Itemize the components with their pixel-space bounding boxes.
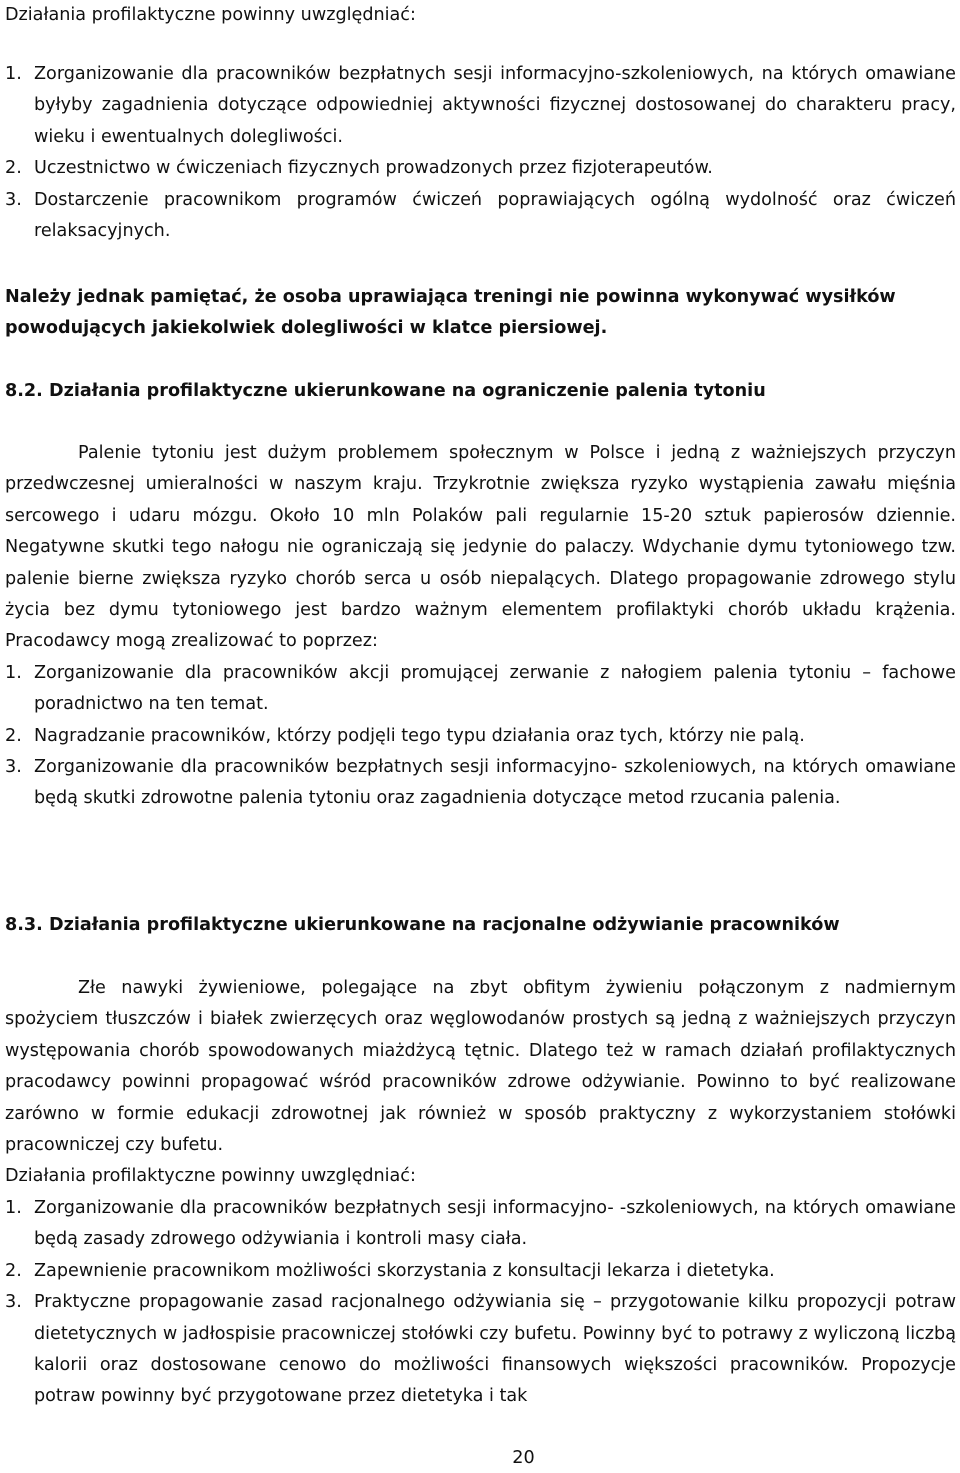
list-item-number: 2. — [5, 1260, 22, 1281]
list-item-text: Praktyczne propagowanie zasad racjonalnego odżywiania się – przygotowanie kilku propozycji potraw dietetycznych w jadłospisie pracowniczej stołówki czy bufetu. Powinny być to potrawy z wyliczoną liczbą kalorii oraz dostosowane cenowo do możliwości finansowych większości pracowników. Propozycje potraw powinny być przygotowane przez dietetyka i tak — [34, 1292, 956, 1407]
list-item-text: Dostarczenie pracownikom programów ćwiczeń poprawiających ogólną wydolność oraz ćwiczeń relaksacyjnych. — [34, 189, 956, 242]
intro-heading-block — [5, 0, 956, 31]
intro-heading: Działania profilaktyczne powinny uwzględniać: — [5, 5, 416, 25]
list-item-text: Zorganizowanie dla pracowników akcji promującej zerwanie z nałogiem palenia tytoniu – fachowe poradnictwo na ten temat. — [34, 662, 956, 715]
list-item-number: 1. — [5, 1198, 22, 1218]
list-item — [5, 153, 956, 184]
list-item-number: 2. — [5, 158, 22, 179]
list-item — [5, 1256, 956, 1287]
section-heading: 8.3. Działania profilaktyczne ukierunkowane na racjonalne odżywianie pracowników — [5, 915, 840, 935]
nutrition-list — [5, 1193, 956, 1413]
section-8-3-body — [5, 973, 956, 1193]
list-item — [5, 721, 956, 752]
list-item-text: Zorganizowanie dla pracowników bezpłatnych sesji informacyjno-szkoleniowych, na których omawiane byłyby zagadnienia dotyczące odpowiedniej aktywności fizycznej dostosowanej do charakteru pracy, wieku i ewentualnych dolegliwości. — [34, 64, 956, 147]
page-number: 20 — [512, 1448, 535, 1468]
section-paragraph: Palenie tytoniu jest dużym problemem społecznym w Polsce i jedną z ważniejszych przyczyn przedwczesnej umieralności w naszym kraju. Trzykrotnie zwiększa ryzyko wystąpienia zawału mięśnia sercowego i udaru mózgu. Około 10 mln Polaków pali regularnie 15-20 sztuk papierosów dziennie. Negatywne skutki tego nałogu nie ograniczają się jedynie do palaczy. Wdychanie dymu tytoniowego tzw. palenie bierne zwiększa ryzyko chorób serca u osób niepalących. Dlatego propagowanie zdrowego stylu życia bez dymu tytoniowego jest bardzo ważnym elementem profilaktyki chorób układu krążenia. Pracodawcy mogą zrealizować to poprzez: — [5, 443, 956, 652]
list-item-number: 1. — [5, 64, 22, 84]
list-item-number: 3. — [5, 757, 22, 778]
list-item-number: 1. — [5, 662, 22, 683]
list-item — [5, 658, 956, 721]
warning-block — [5, 282, 956, 345]
list-item-text: Zapewnienie pracownikom możliwości skorzystania z konsultacji lekarza i dietetyka. — [34, 1260, 775, 1281]
section-8-3-heading-block — [5, 910, 956, 941]
list-item-text: Zorganizowanie dla pracowników bezpłatnych sesji informacyjno- szkoleniowych, na których omawiane będą skutki zdrowotne palenia tytoniu oraz zagadnienia dotyczące metod rzucania palenia. — [34, 757, 956, 809]
list-item-number: 3. — [5, 1292, 22, 1313]
list-item — [5, 1287, 956, 1413]
list-item — [5, 1193, 956, 1256]
section-paragraph: Złe nawyki żywieniowe, polegające na zbyt obfitym żywieniu połączonym z nadmiernym spożyciem tłuszczów i białek zwierzęcych oraz węglowodanów prostych są jedną z ważniejszych przyczyn występowania chorób spowodowanych miażdżycą tętnic. Dlatego też w ramach działań profilaktycznych pracodawcy powinni propagować wśród pracowników zdrowe odżywianie. Powinno to być realizowane zarówno w formie edukacji zdrowotnej jak również w sposób praktyczny z wykorzystaniem stołówki pracowniczej czy bufetu. — [5, 978, 956, 1156]
activity-list — [5, 59, 956, 247]
list-item-text: Nagradzanie pracowników, którzy podjęli tego typu działania oraz tych, którzy nie palą. — [34, 725, 805, 746]
list-item — [5, 59, 956, 153]
section-8-2-heading-block — [5, 376, 956, 407]
list-item-number: 3. — [5, 189, 22, 210]
warning-text: Należy jednak pamiętać, że osoba uprawiająca treningi nie powinna wykonywać wysiłków powodujących jakiekolwiek dolegliwości w klatce piersiowej. — [5, 287, 896, 339]
list-item — [5, 752, 956, 815]
section-heading: 8.2. Działania profilaktyczne ukierunkowane na ograniczenie palenia tytoniu — [5, 381, 766, 401]
list-item-text: Uczestnictwo w ćwiczeniach fizycznych prowadzonych przez fizjoterapeutów. — [34, 158, 713, 179]
list-item — [5, 185, 956, 248]
list-item-text: Zorganizowanie dla pracowników bezpłatnych sesji informacyjno- -szkoleniowych, na których omawiane będą zasady zdrowego odżywiania i kontroli masy ciała. — [34, 1198, 956, 1250]
section-8-2-body — [5, 438, 956, 815]
list-item-number: 2. — [5, 725, 22, 746]
section-subheading: Działania profilaktyczne powinny uwzględniać: — [5, 1166, 416, 1187]
